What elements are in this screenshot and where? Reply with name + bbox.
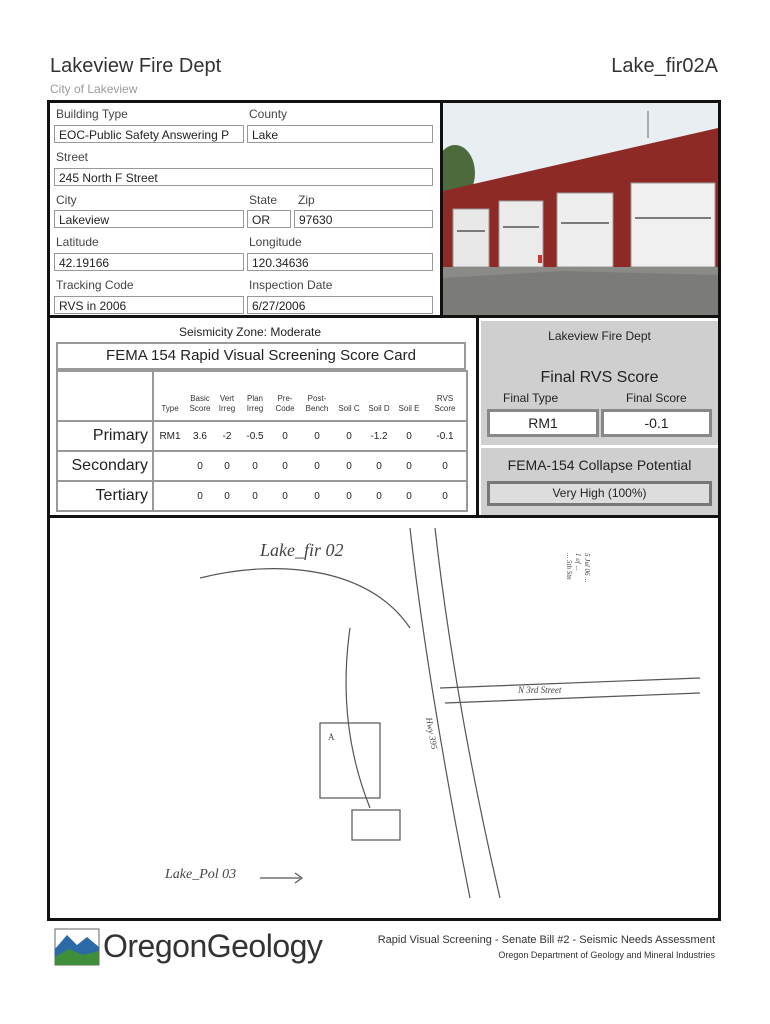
column-header-line2: Score	[189, 404, 211, 413]
zip-field: 97630	[294, 210, 433, 228]
score-row-tertiary	[57, 481, 467, 511]
score-value: 0	[197, 460, 203, 472]
score-value: 0	[346, 430, 352, 442]
sketch-road-right	[435, 528, 500, 898]
score-value: 0	[282, 430, 288, 442]
column-header-line1: RVS	[436, 394, 454, 403]
score-value: 0	[224, 490, 230, 502]
sketch-highway-label: Hwy 395	[424, 716, 440, 751]
column-header-line2: Type	[161, 404, 179, 413]
sketch-building-small	[352, 810, 400, 840]
sketch-note-3: ... 5th Stn	[565, 553, 573, 580]
score-value: RM1	[159, 430, 181, 442]
page-title: Lakeview Fire Dept	[50, 55, 222, 77]
score-value: 0	[282, 490, 288, 502]
longitude-field: 120.34636	[247, 253, 433, 271]
middle-divider	[476, 318, 479, 518]
column-header-line2: Soil E	[398, 404, 420, 413]
column-headers	[154, 372, 466, 420]
collapse-potential-value: Very High (100%)	[487, 481, 712, 506]
header-blank-cell	[57, 371, 153, 421]
column-header-line1: Plan	[246, 394, 263, 403]
score-value: 0	[406, 460, 412, 472]
row-label: Secondary	[57, 451, 153, 481]
score-value: -1.2	[370, 430, 388, 442]
sketch-road-left	[410, 528, 470, 898]
sketch-building-left-edge	[346, 628, 370, 808]
score-value: 0	[442, 460, 448, 472]
sketch-left-note: Lake_Pol 03	[165, 867, 237, 882]
column-header	[186, 394, 214, 414]
inspection-date-label: Inspection Date	[249, 278, 333, 292]
column-header	[154, 404, 186, 414]
column-header-line2: Bench	[305, 404, 329, 413]
score-value: 0	[442, 490, 448, 502]
score-value: 0	[252, 460, 258, 472]
building-photo	[443, 103, 718, 315]
score-value: 0	[282, 460, 288, 472]
latitude-label: Latitude	[56, 235, 99, 249]
column-header	[300, 394, 334, 414]
city-label: City	[56, 193, 77, 207]
rvs-title: Final RVS Score	[540, 369, 659, 386]
score-value: 0	[314, 490, 320, 502]
column-header	[364, 404, 394, 414]
score-value: 0	[376, 490, 382, 502]
final-type-label: Final Type	[503, 391, 559, 405]
final-score-label: Final Score	[626, 391, 687, 405]
score-value: 0	[406, 490, 412, 502]
street-field: 245 North F Street	[54, 168, 433, 186]
sketch-marker-a: A	[328, 732, 335, 742]
row-values	[154, 483, 466, 509]
site-sketch	[50, 518, 718, 918]
column-header-line1: Vert	[219, 394, 235, 403]
column-header	[334, 404, 364, 414]
score-value: 3.6	[193, 430, 207, 442]
column-header-line1: Post-	[307, 394, 327, 403]
oregon-geology-logo-icon	[53, 927, 101, 967]
score-value: -0.5	[246, 430, 264, 442]
score-row-primary	[57, 421, 467, 451]
score-value: 0	[376, 460, 382, 472]
footer-line-2: Oregon Department of Geology and Mineral Industries	[498, 950, 715, 960]
sketch-title: Lake_fir 02	[260, 540, 344, 560]
column-header-line2: Score	[434, 404, 456, 413]
column-header	[240, 394, 270, 414]
inspection-date-field: 6/27/2006	[247, 296, 433, 314]
page-subtitle: City of Lakeview	[50, 82, 138, 96]
sketch-note-2: 1 of ...	[574, 553, 582, 571]
latitude-field: 42.19166	[54, 253, 244, 271]
city-field: Lakeview	[54, 210, 244, 228]
final-type-value: RM1	[487, 409, 599, 437]
score-value: 0	[314, 460, 320, 472]
score-value: 0	[252, 490, 258, 502]
row-label: Tertiary	[57, 481, 153, 511]
final-score-value: -0.1	[601, 409, 712, 437]
state-field: OR	[247, 210, 291, 228]
score-value: 0	[406, 430, 412, 442]
sketch-street-top	[440, 678, 700, 688]
column-header	[394, 404, 424, 414]
seismicity-zone: Seismicity Zone: Moderate	[178, 325, 322, 339]
column-header-line1: Pre-	[277, 394, 293, 403]
row-values-cell	[153, 421, 467, 451]
rvs-building-name: Lakeview Fire Dept	[548, 329, 651, 343]
score-value: 0	[346, 490, 352, 502]
score-value: -2	[222, 430, 232, 442]
building-type-label: Building Type	[56, 107, 128, 121]
scorecard-title: FEMA 154 Rapid Visual Screening Score Card	[56, 342, 466, 370]
score-header-row	[57, 371, 467, 421]
sketch-curve-road	[200, 569, 410, 628]
county-label: County	[249, 107, 288, 121]
column-header	[424, 394, 466, 414]
collapse-potential-title: FEMA-154 Collapse Potential	[507, 457, 692, 473]
row-values-cell	[153, 481, 467, 511]
header-columns-cell	[153, 371, 467, 421]
row-values	[154, 453, 466, 479]
row-values	[154, 423, 466, 449]
street-label: Street	[56, 150, 89, 164]
score-table	[56, 370, 468, 512]
score-value: 0	[346, 460, 352, 472]
final-rvs-panel	[481, 321, 718, 515]
tracking-code-field: RVS in 2006	[54, 296, 244, 314]
column-header-line2: Soil D	[368, 404, 390, 413]
column-header-line1: Basic	[190, 394, 210, 403]
footer-line-1: Rapid Visual Screening - Senate Bill #2 - Seismic Needs Assessment	[377, 934, 715, 946]
sketch-street-label: N 3rd Street	[518, 685, 562, 695]
site-code: Lake_fir02A	[611, 55, 718, 77]
row-label: Primary	[57, 421, 153, 451]
column-header	[214, 394, 240, 414]
county-field: Lake	[247, 125, 433, 143]
tracking-code-label: Tracking Code	[56, 278, 134, 292]
score-value: 0	[314, 430, 320, 442]
sketch-street-bottom	[445, 693, 700, 703]
score-value: 0	[224, 460, 230, 472]
column-header-line2: Irreg	[218, 404, 236, 413]
sketch-note-1: 5 Jul 06 ...	[583, 553, 591, 583]
column-header-line2: Irreg	[246, 404, 264, 413]
column-header	[270, 394, 300, 414]
rvs-separator	[481, 445, 718, 448]
column-header-line2: Code	[275, 404, 295, 413]
row-values-cell	[153, 451, 467, 481]
score-row-secondary	[57, 451, 467, 481]
longitude-label: Longitude	[249, 235, 302, 249]
zip-label: Zip	[298, 193, 315, 207]
building-info-section	[50, 103, 440, 315]
score-value: -0.1	[436, 430, 454, 442]
logo-text: OregonGeology	[103, 928, 323, 964]
building-type-field: EOC-Public Safety Answering P	[54, 125, 244, 143]
state-label: State	[249, 193, 278, 207]
score-value: 0	[197, 490, 203, 502]
column-header-line2: Soil C	[338, 404, 360, 413]
